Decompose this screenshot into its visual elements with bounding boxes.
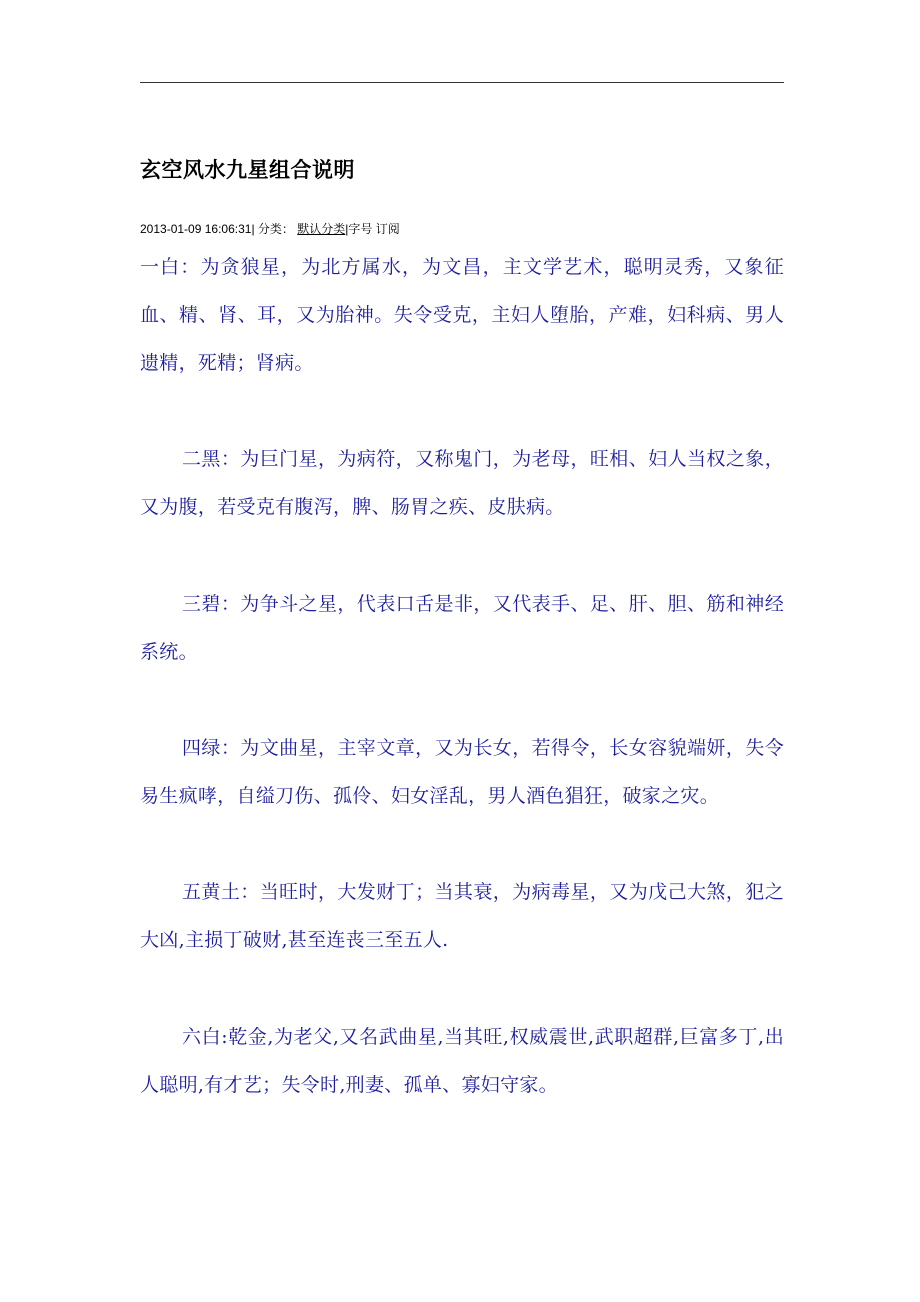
paragraph-sanbi: 三碧：为争斗之星，代表口舌是非，又代表手、足、肝、胆、筋和神经系统。	[140, 593, 784, 663]
top-divider	[140, 82, 784, 83]
subscribe-link[interactable]: 订阅	[375, 222, 400, 236]
category-label: 分类：	[257, 222, 294, 236]
post-timestamp: 2013-01-09 16:06:31	[140, 222, 252, 236]
paragraph-yibai: 一白：为贪狼星，为北方属水，为文昌，主文学艺术，聪明灵秀，又象征血、精、肾、耳，又为胎神。失令受克，主妇人堕胎，产难，妇科病、男人遗精，死精；肾病。	[140, 256, 784, 374]
article-title: 玄空风水九星组合说明	[140, 158, 355, 182]
meta-separator: |	[251, 222, 255, 236]
paragraph-wuhuang: 五黄土：当旺时，大发财丁；当其衰，为病毒星，又为戊己大煞，犯之大凶,主损丁破财,甚至连丧三至五人.	[140, 881, 784, 951]
meta-separator: |	[345, 222, 349, 236]
category-link[interactable]: 默认分类	[297, 222, 346, 236]
paragraph-erhei: 二黑：为巨门星，为病符，又称鬼门，为老母，旺相、妇人当权之象，又为腹，若受克有腹泻，脾、肠胃之疾、皮肤病。	[140, 448, 784, 518]
paragraph-liubai: 六白:乾金,为老父,又名武曲星,当其旺,权威震世,武职超群,巨富多丁,出人聪明,有才艺；失令时,刑妻、孤单、寡妇守家。	[140, 1026, 784, 1096]
article-meta	[140, 220, 400, 237]
font-size-link[interactable]: 字号	[348, 222, 373, 236]
paragraph-silu: 四绿：为文曲星，主宰文章，又为长女，若得令，长女容貌端妍，失令易生疯哮，自缢刀伤、孤伶、妇女淫乱，男人酒色猖狂，破家之灾。	[140, 737, 784, 807]
